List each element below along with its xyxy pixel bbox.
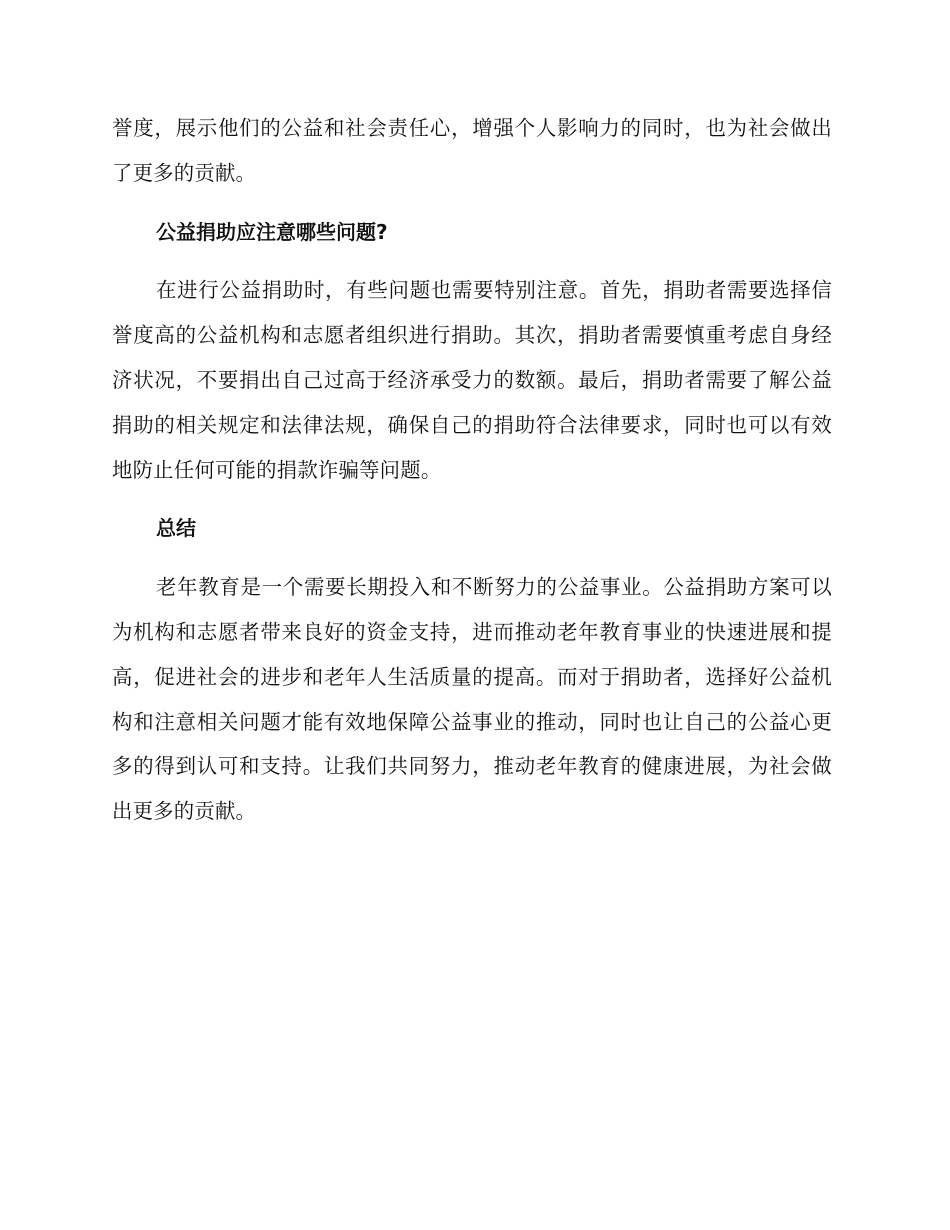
section-heading-summary: 总结 (156, 516, 196, 541)
document-page (112, 106, 832, 834)
section-heading-donation-issues: 公益捐助应注意哪些问题? (156, 219, 388, 244)
summary-paragraph: 老年教育是一个需要长期投入和不断努力的公益事业。公益捐助方案可以为机构和志愿者带来良好的资金支持，进而推动老年教育事业的快速进展和提高，促进社会的进步和老年人生活质量的提高。而对于捐助者，选择好公益机构和注意相关问题才能有效地保障公益事业的推动，同时也让自己的公益心更多的得到认可和支持。让我们共同努力，推动老年教育的健康进展，为社会做出更多的贡献。 (112, 575, 832, 824)
donation-issues-paragraph: 在进行公益捐助时，有些问题也需要特别注意。首先，捐助者需要选择信誉度高的公益机构和志愿者组织进行捐助。其次，捐助者需要慎重考虑自身经济状况，不要捐出自己过高于经济承受力的数额。最后，捐助者需要了解公益捐助的相关规定和法律法规，确保自己的捐助符合法律要求，同时也可以有效地防止任何可能的捐款诈骗等问题。 (112, 278, 832, 482)
intro-continuation-paragraph: 誉度，展示他们的公益和社会责任心，增强个人影响力的同时，也为社会做出了更多的贡献。 (112, 116, 832, 185)
